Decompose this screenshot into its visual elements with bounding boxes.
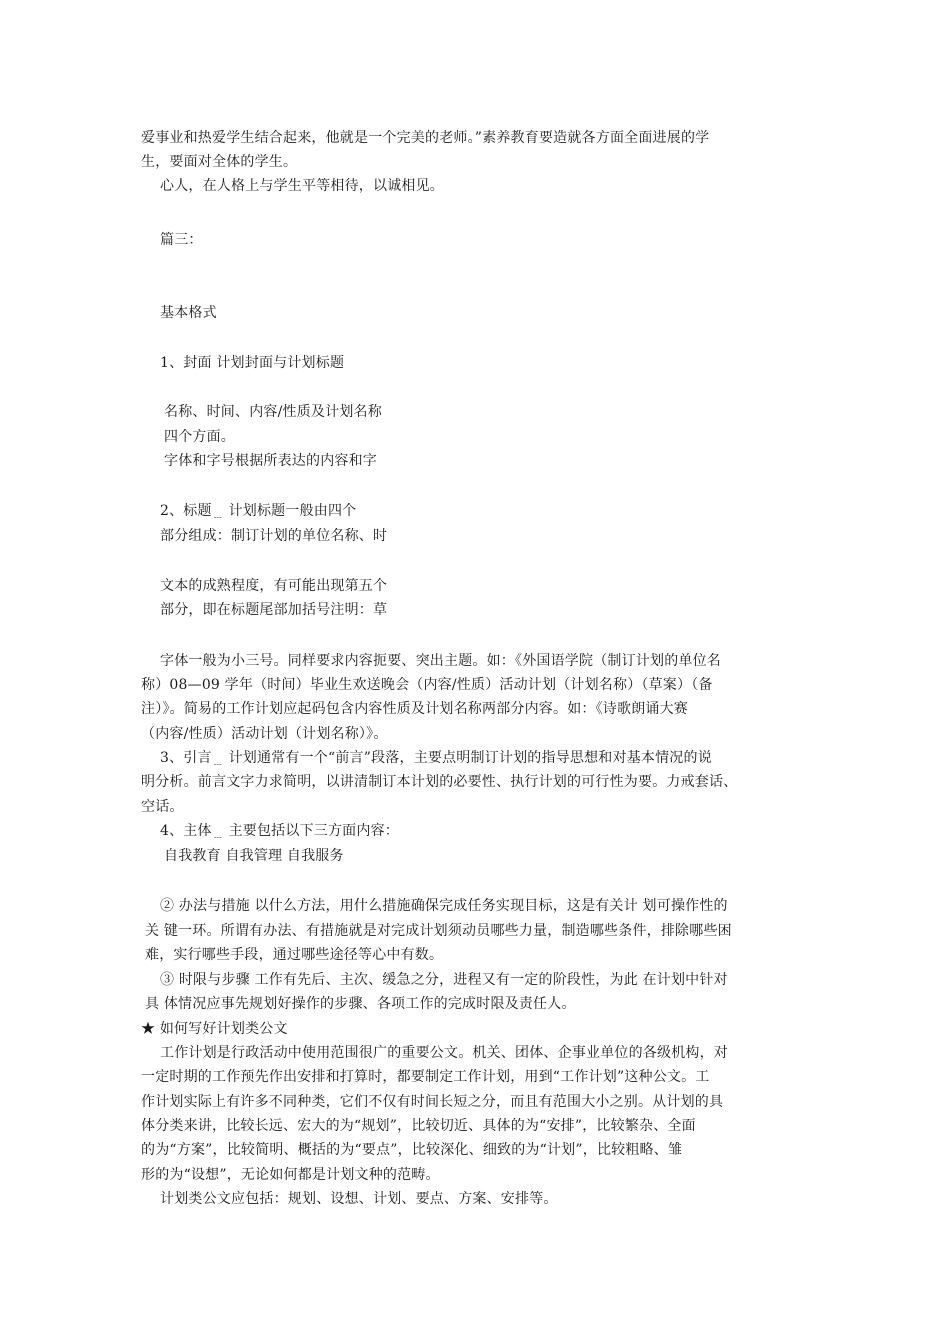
text-line: 生，要面对全体的学生。 xyxy=(141,154,298,170)
text-line: 部分，即在标题尾部加括号注明：草 xyxy=(160,602,388,618)
text-line: 明分析。前言文字力求简明，以讲清制订本计划的必要性、执行计划的可行性为要。力戒套话、 xyxy=(141,774,738,790)
text-line: 字体一般为小三号。同样要求内容扼要、突出主题。如：《外国语学院（制订计划的单位名 xyxy=(160,653,721,669)
text-line: 难，实行哪些手段，通过哪些途径等心中有数。 xyxy=(145,947,444,963)
text-line: 注）》。简易的工作计划应起码包含内容性质及计划名称两部分内容。如：《诗歌朗诵大赛 xyxy=(141,701,688,717)
text-line: 爱事业和热爱学生结合起来，他就是一个完美的老师。”素养教育要造就各方面全面进展的学 xyxy=(141,130,710,146)
text-line: 自我教育 自我管理 自我服务 xyxy=(164,848,344,864)
text-line: 关 键一环。所谓有办法、有措施就是对完成计划须动员哪些力量，制造哪些条件，排除哪些困 xyxy=(145,923,732,939)
section-heading: 篇三： xyxy=(160,232,203,248)
text-line: 称）08—09 学年（时间）毕业生欢送晚会（内容/性质）活动计划（计划名称）（草案）（备 xyxy=(141,677,713,693)
text-line: 四个方面。 xyxy=(164,429,235,445)
text-line: （内容/性质）活动计划（计划名称）》。 xyxy=(141,726,388,742)
text-line: 名称、时间、内容/性质及计划名称 xyxy=(164,404,382,420)
text-line: 体分类来讲，比较长远、宏大的为“规划”，比较切近、具体的为“安排”，比较繁杂、全面 xyxy=(141,1118,696,1134)
text-line: 具 体情况应事先规划好操作的步骤、各项工作的完成时限及责任人。 xyxy=(145,996,576,1012)
text-line xyxy=(160,501,356,521)
text-fragment: 3、引言 xyxy=(160,750,212,766)
text-line: 文本的成熟程度，有可能出现第五个 xyxy=(160,578,388,594)
text-line: 空话。 xyxy=(141,799,184,815)
text-line: 计划类公文应包括：规划、设想、计划、要点、方案、安排等。 xyxy=(160,1191,558,1207)
text-line: 作计划实际上有许多不同种类，它们不仅有时间长短之分，而且有范围大小之别。从计划的具 xyxy=(141,1094,724,1110)
text-line: 工作计划是行政活动中使用范围很广的重要公文。机关、团体、企事业单位的各级机构，对 xyxy=(160,1045,728,1061)
text-line xyxy=(160,821,399,841)
text-line: 字体和字号根据所表达的内容和字 xyxy=(164,453,377,469)
underline-mark-icon: ﹍ xyxy=(211,826,224,840)
text-line: 心人，在人格上与学生平等相待，以诚相见。 xyxy=(160,178,444,194)
text-line: 部分组成：制订计划的单位名称、时 xyxy=(160,528,388,544)
underline-mark-icon: ﹍ xyxy=(211,506,224,520)
text-fragment: 计划标题一般由四个 xyxy=(228,503,357,519)
text-line: 一定时期的工作预先作出安排和打算时，都要制定工作计划，用到“工作计划”这种公文。工 xyxy=(141,1069,710,1085)
text-line: ③ 时限与步骤 工作有先后、主次、缓急之分，进程又有一定的阶段性，为此 在计划中针对 xyxy=(160,972,728,988)
text-line: ② 办法与措施 以什么方法，用什么措施确保完成任务实现目标，这是有关计 划可操作性的 xyxy=(160,898,728,914)
section-heading: ★ 如何写好计划类公文 xyxy=(141,1021,288,1037)
section-heading: 基本格式 xyxy=(160,305,217,321)
underline-mark-icon: ﹍ xyxy=(211,753,224,767)
text-line: 形的为“设想”，无论如何都是计划文种的范畴。 xyxy=(141,1167,440,1183)
text-fragment: 主要包括以下三方面内容： xyxy=(228,823,399,839)
text-fragment: 4、主体 xyxy=(160,823,212,839)
text-fragment: 计划通常有一个“前言”段落，主要点明制订计划的指导思想和对基本情况的说 xyxy=(228,750,712,766)
text-fragment: 2、标题 xyxy=(160,503,212,519)
text-line: 1、封面 计划封面与计划标题 xyxy=(160,355,345,371)
text-line: 的为“方案”，比较简明、概括的为“要点”，比较深化、细致的为“计划”，比较粗略、雏 xyxy=(141,1142,683,1158)
text-line xyxy=(160,748,712,768)
